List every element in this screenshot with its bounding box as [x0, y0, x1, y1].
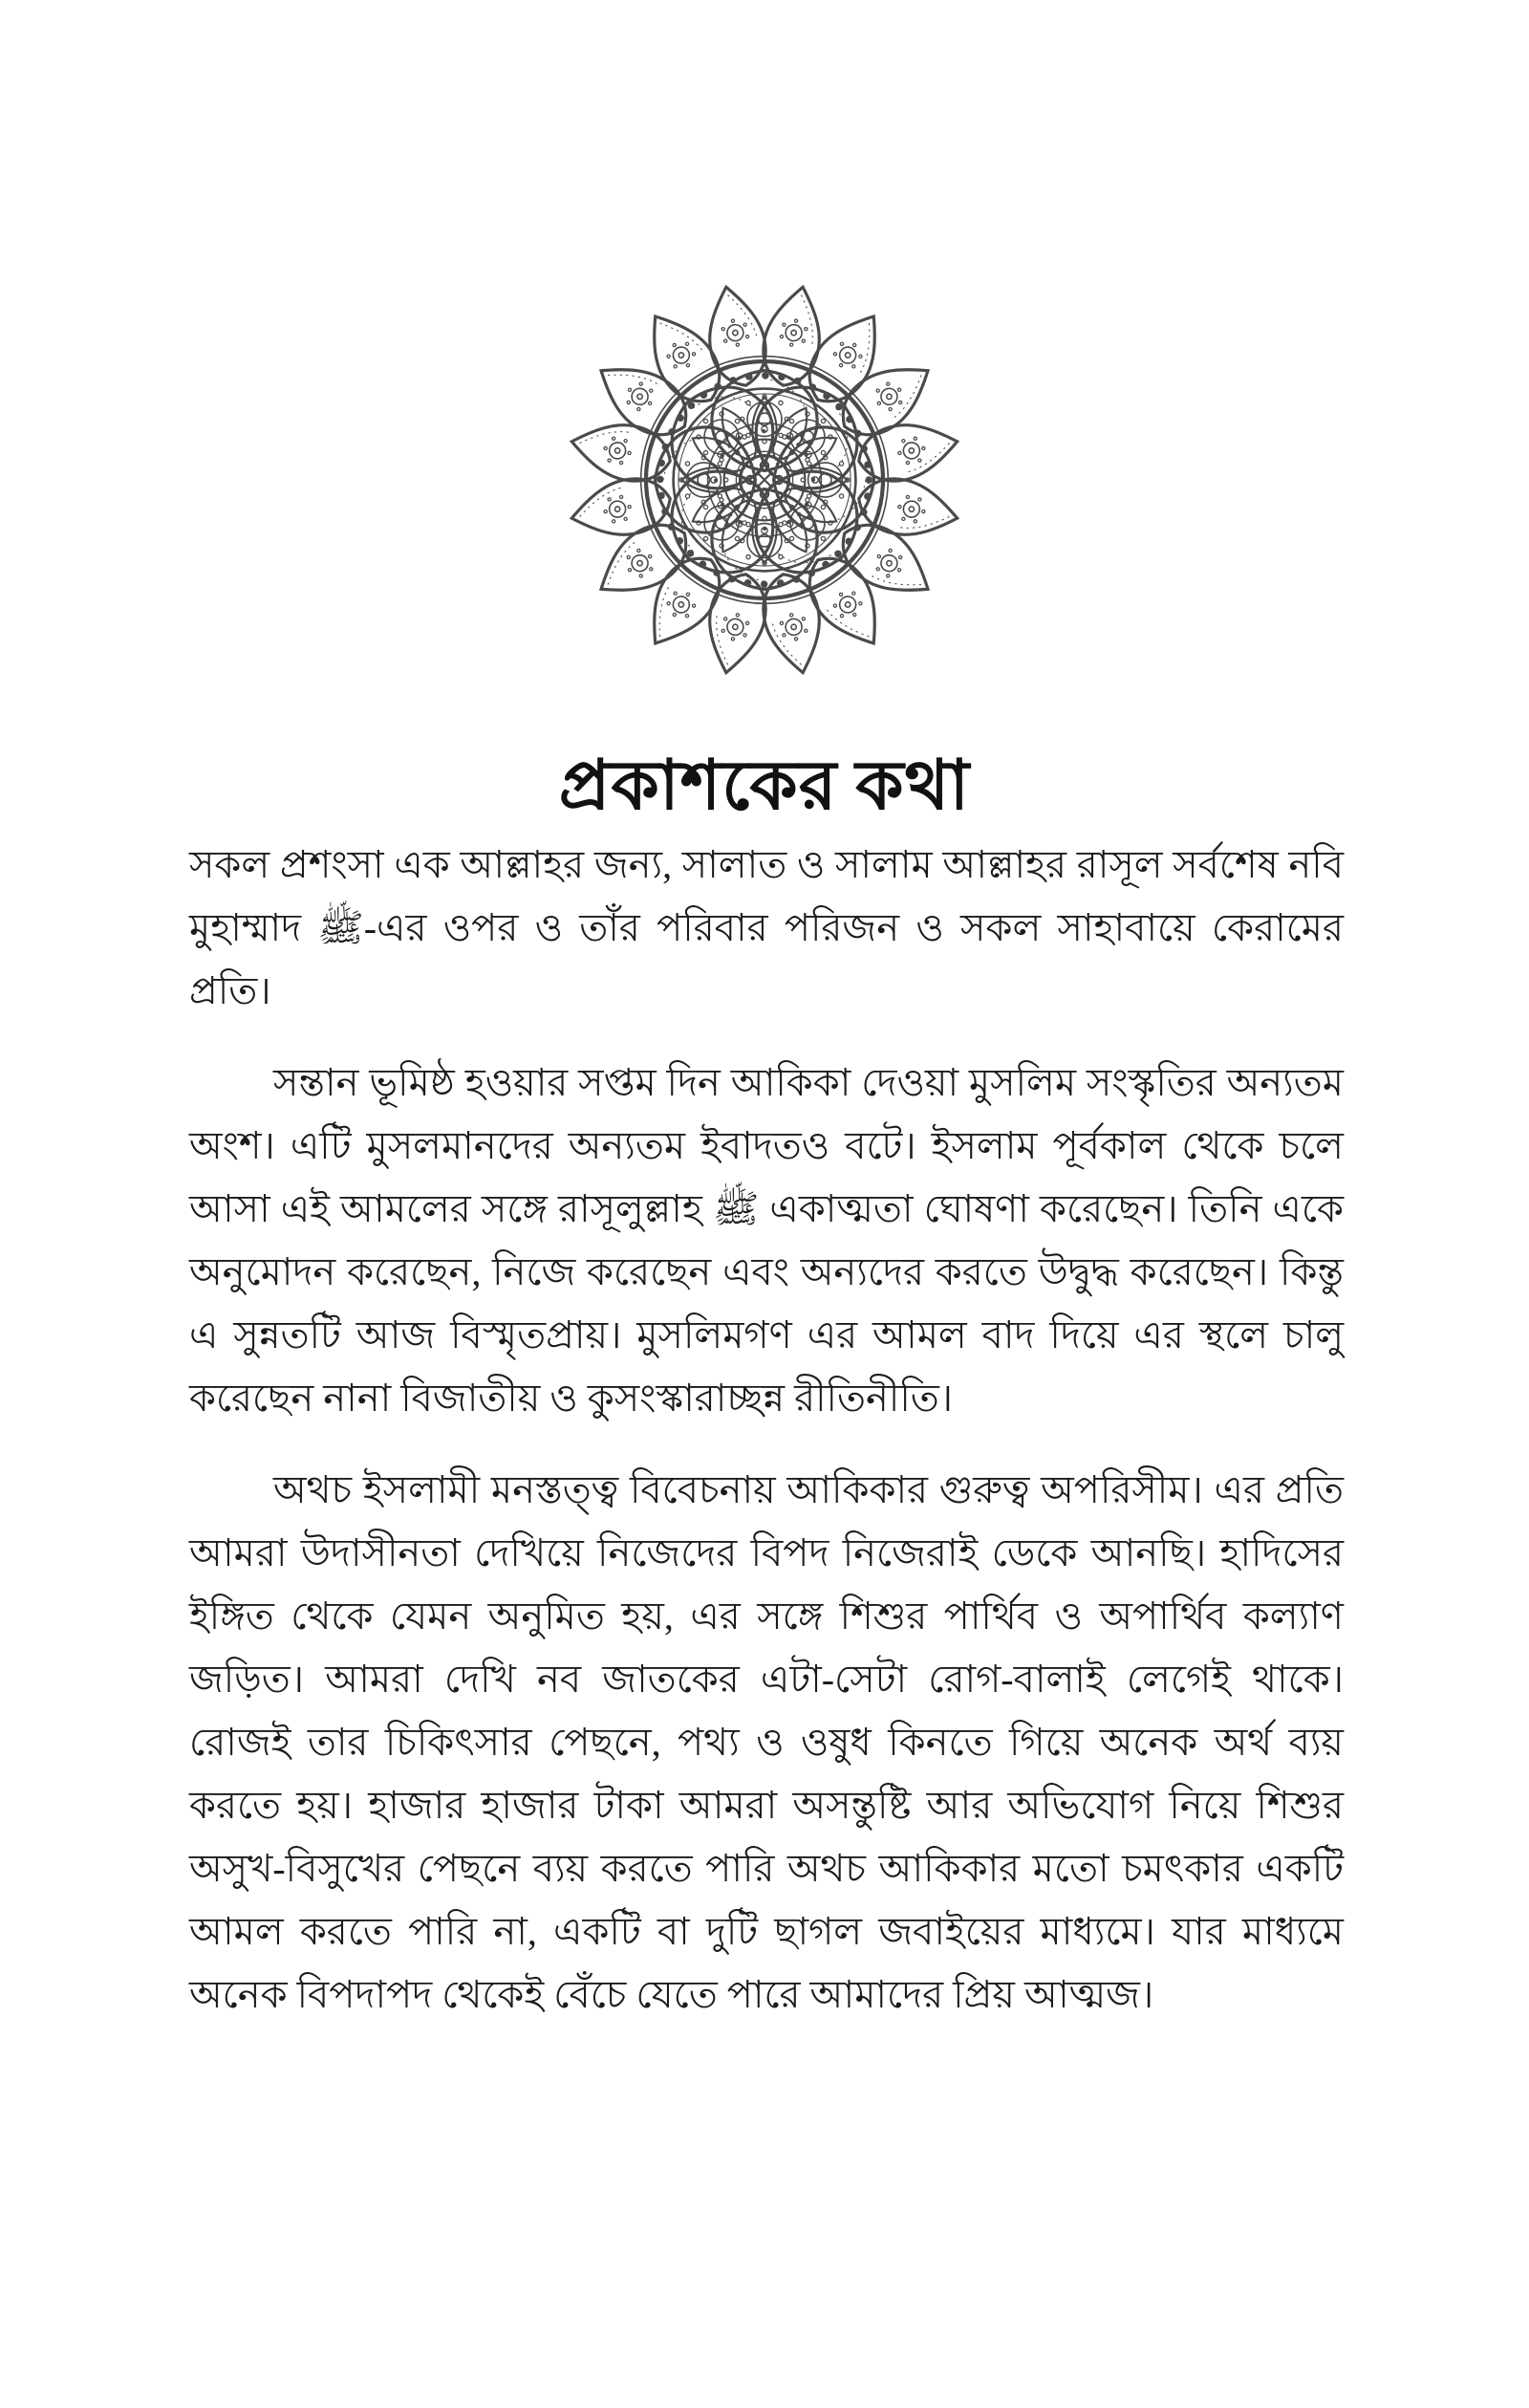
mandala-ornament-icon: [562, 277, 967, 683]
body-paragraph: সন্তান ভূমিষ্ঠ হওয়ার সপ্তম দিন আকিকা দেওয়া মুসলিম সংস্কৃতির অন্যতম অংশ। এটি মুসলমানদের অন্যতম ইবাদতও বটে। ইসলাম পূর্বকাল থেকে চলে আসা এই আমলের সঙ্গে রাসূলুল্লাহ ﷺ একাত্মতা ঘোষণা করেছেন। তিনি একে অনুমোদন করেছেন, নিজে করেছেন এবং অন্যদের করতে উদ্বুদ্ধ করেছেন। কিন্তু এ সুন্নতটি আজ বিস্মৃতপ্রায়। মুসলিমগণ এর আমল বাদ দিয়ে এর স্থলে চালু করেছেন নানা বিজাতীয় ও কুসংস্কারাচ্ছন্ন রীতিনীতি।: [189, 1061, 1344, 1420]
body-paragraph: অথচ ইসলামী মনস্তত্ত্ব বিবেচনায় আকিকার গুরুত্ব অপরিসীম। এর প্রতি আমরা উদাসীনতা দেখিয়ে নিজেদের বিপদ নিজেরাই ডেকে আনছি। হাদিসের ইঙ্গিত থেকে যেমন অনুমিত হয়, এর সঙ্গে শিশুর পার্থিব ও অপার্থিব কল্যাণ জড়িত। আমরা দেখি নব জাতকের এটা-সেটা রোগ-বালাই লেগেই থাকে। রোজই তার চিকিৎসার পেছনে, পথ্য ও ওষুধ কিনতে গিয়ে অনেক অর্থ ব্যয় করতে হয়। হাজার হাজার টাকা আমরা অসন্তুষ্টি আর অভিযোগ নিয়ে শিশুর অসুখ-বিসুখের পেছনে ব্যয় করতে পারি অথচ আকিকার মতো চমৎকার একটি আমল করতে পারি না, একটি বা দুটি ছাগল জবাইয়ের মাধ্যমে। যার মাধ্যমে অনেক বিপদাপদ থেকেই বেঁচে যেতে পারে আমাদের প্রিয় আত্মজ।: [189, 1468, 1344, 2016]
body-text: [189, 834, 1344, 2027]
body-paragraph: সকল প্রশংসা এক আল্লাহর জন্য, সালাত ও সালাম আল্লাহর রাসূল সর্বশেষ নবি মুহাম্মাদ ﷺ-এর ওপর ও তাঁর পরিবার পরিজন ও সকল সাহাবায়ে কেরামের প্রতি।: [189, 843, 1344, 1012]
page-title: প্রকাশকের কথা: [558, 748, 971, 825]
